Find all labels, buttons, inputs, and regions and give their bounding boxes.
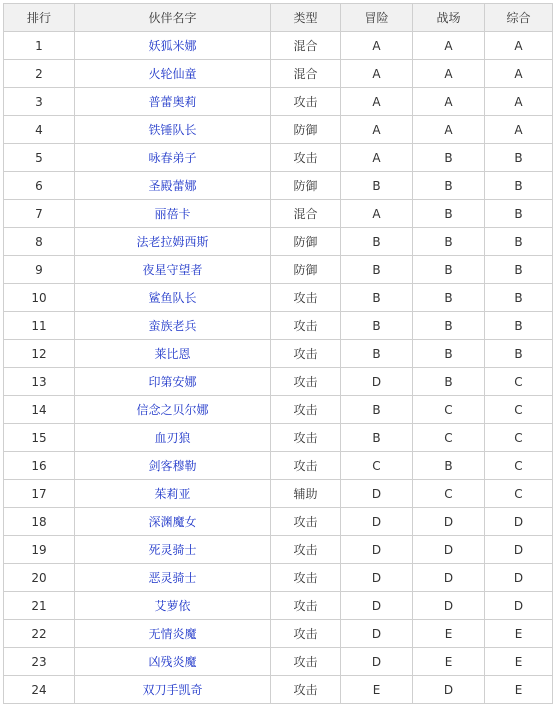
- overall-grade-cell: B: [485, 340, 553, 368]
- table-row: [4, 676, 553, 704]
- partner-name-link[interactable]: 咏春弟子: [148, 151, 197, 165]
- rank-cell: 9: [4, 256, 75, 284]
- overall-grade-cell: E: [485, 676, 553, 704]
- adventure-grade-cell: D: [341, 648, 413, 676]
- battlefield-grade-cell: A: [413, 88, 485, 116]
- overall-grade-cell: D: [485, 564, 553, 592]
- partner-name-cell: [75, 508, 271, 536]
- overall-grade-cell: B: [485, 172, 553, 200]
- adventure-grade-cell: B: [341, 312, 413, 340]
- rank-cell: 24: [4, 676, 75, 704]
- type-cell: 混合: [271, 200, 341, 228]
- adventure-grade-cell: B: [341, 284, 413, 312]
- battlefield-grade-cell: D: [413, 536, 485, 564]
- header-battlefield: 战场: [413, 4, 485, 32]
- adventure-grade-cell: B: [341, 228, 413, 256]
- overall-grade-cell: D: [485, 508, 553, 536]
- table-row: [4, 480, 553, 508]
- type-cell: 攻击: [271, 508, 341, 536]
- type-cell: 攻击: [271, 88, 341, 116]
- partner-name-link[interactable]: 铁锤队长: [148, 123, 197, 137]
- type-cell: 攻击: [271, 564, 341, 592]
- table-row: [4, 620, 553, 648]
- partner-name-cell: [75, 480, 271, 508]
- adventure-grade-cell: B: [341, 340, 413, 368]
- partner-name-cell: [75, 592, 271, 620]
- overall-grade-cell: D: [485, 536, 553, 564]
- type-cell: 攻击: [271, 396, 341, 424]
- rank-cell: 14: [4, 396, 75, 424]
- type-cell: 攻击: [271, 424, 341, 452]
- adventure-grade-cell: A: [341, 200, 413, 228]
- battlefield-grade-cell: E: [413, 648, 485, 676]
- table-row: [4, 144, 553, 172]
- partner-name-link[interactable]: 法老拉姆西斯: [136, 235, 209, 249]
- overall-grade-cell: B: [485, 256, 553, 284]
- adventure-grade-cell: C: [341, 452, 413, 480]
- adventure-grade-cell: B: [341, 424, 413, 452]
- partner-name-cell: [75, 200, 271, 228]
- overall-grade-cell: B: [485, 284, 553, 312]
- table-row: [4, 228, 553, 256]
- overall-grade-cell: A: [485, 32, 553, 60]
- rank-cell: 2: [4, 60, 75, 88]
- table-row: [4, 564, 553, 592]
- partner-name-link[interactable]: 莱比恩: [154, 347, 191, 361]
- partner-name-link[interactable]: 双刀手凯奇: [142, 683, 203, 697]
- rank-cell: 5: [4, 144, 75, 172]
- type-cell: 攻击: [271, 340, 341, 368]
- partner-ranking-table: [3, 3, 553, 704]
- type-cell: 混合: [271, 32, 341, 60]
- overall-grade-cell: B: [485, 200, 553, 228]
- battlefield-grade-cell: A: [413, 32, 485, 60]
- partner-name-cell: [75, 312, 271, 340]
- table-row: [4, 452, 553, 480]
- battlefield-grade-cell: B: [413, 368, 485, 396]
- partner-name-link[interactable]: 夜星守望者: [142, 263, 203, 277]
- type-cell: 攻击: [271, 144, 341, 172]
- adventure-grade-cell: D: [341, 620, 413, 648]
- rank-cell: 13: [4, 368, 75, 396]
- type-cell: 攻击: [271, 452, 341, 480]
- partner-name-cell: [75, 144, 271, 172]
- partner-name-link[interactable]: 剑客穆勒: [148, 459, 197, 473]
- type-cell: 辅助: [271, 480, 341, 508]
- table-row: [4, 396, 553, 424]
- battlefield-grade-cell: C: [413, 396, 485, 424]
- rank-cell: 6: [4, 172, 75, 200]
- rank-cell: 16: [4, 452, 75, 480]
- partner-name-link[interactable]: 印第安娜: [148, 375, 197, 389]
- partner-name-cell: [75, 116, 271, 144]
- table-row: [4, 256, 553, 284]
- partner-name-cell: [75, 396, 271, 424]
- partner-name-link[interactable]: 妖狐米娜: [148, 39, 197, 53]
- adventure-grade-cell: A: [341, 32, 413, 60]
- rank-cell: 18: [4, 508, 75, 536]
- type-cell: 混合: [271, 60, 341, 88]
- partner-name-cell: [75, 620, 271, 648]
- partner-name-cell: [75, 228, 271, 256]
- adventure-grade-cell: D: [341, 368, 413, 396]
- rank-cell: 8: [4, 228, 75, 256]
- table-row: [4, 648, 553, 676]
- type-cell: 防御: [271, 172, 341, 200]
- battlefield-grade-cell: B: [413, 284, 485, 312]
- header-adventure: 冒险: [341, 4, 413, 32]
- adventure-grade-cell: A: [341, 116, 413, 144]
- table-row: [4, 200, 553, 228]
- battlefield-grade-cell: D: [413, 508, 485, 536]
- partner-name-link[interactable]: 鲨鱼队长: [148, 291, 197, 305]
- adventure-grade-cell: A: [341, 88, 413, 116]
- table-row: [4, 312, 553, 340]
- partner-name-link[interactable]: 信念之贝尔娜: [136, 403, 209, 417]
- partner-name-cell: [75, 32, 271, 60]
- partner-name-cell: [75, 88, 271, 116]
- battlefield-grade-cell: D: [413, 564, 485, 592]
- type-cell: 攻击: [271, 620, 341, 648]
- rank-cell: 7: [4, 200, 75, 228]
- table-row: [4, 368, 553, 396]
- rank-cell: 23: [4, 648, 75, 676]
- battlefield-grade-cell: B: [413, 144, 485, 172]
- partner-name-link[interactable]: 圣殿蕾娜: [148, 179, 197, 193]
- partner-name-link[interactable]: 恶灵骑士: [148, 571, 197, 585]
- table-header-row: [4, 4, 553, 32]
- table-body: [4, 32, 553, 704]
- partner-name-link[interactable]: 血刃狼: [154, 431, 191, 445]
- table-row: [4, 340, 553, 368]
- partner-name-link[interactable]: 艾萝依: [154, 599, 191, 613]
- type-cell: 攻击: [271, 536, 341, 564]
- rank-cell: 4: [4, 116, 75, 144]
- partner-name-cell: [75, 284, 271, 312]
- table-row: [4, 592, 553, 620]
- overall-grade-cell: A: [485, 116, 553, 144]
- overall-grade-cell: B: [485, 144, 553, 172]
- type-cell: 攻击: [271, 312, 341, 340]
- partner-name-cell: [75, 424, 271, 452]
- adventure-grade-cell: A: [341, 144, 413, 172]
- adventure-grade-cell: B: [341, 172, 413, 200]
- type-cell: 攻击: [271, 368, 341, 396]
- type-cell: 防御: [271, 256, 341, 284]
- rank-cell: 22: [4, 620, 75, 648]
- rank-cell: 15: [4, 424, 75, 452]
- overall-grade-cell: C: [485, 480, 553, 508]
- battlefield-grade-cell: A: [413, 60, 485, 88]
- overall-grade-cell: B: [485, 312, 553, 340]
- battlefield-grade-cell: B: [413, 340, 485, 368]
- battlefield-grade-cell: B: [413, 172, 485, 200]
- overall-grade-cell: C: [485, 368, 553, 396]
- battlefield-grade-cell: E: [413, 620, 485, 648]
- rank-cell: 17: [4, 480, 75, 508]
- adventure-grade-cell: D: [341, 508, 413, 536]
- partner-name-cell: [75, 648, 271, 676]
- partner-name-link[interactable]: 无情炎魔: [148, 627, 197, 641]
- table-row: [4, 284, 553, 312]
- overall-grade-cell: C: [485, 396, 553, 424]
- header-type: 类型: [271, 4, 341, 32]
- adventure-grade-cell: D: [341, 564, 413, 592]
- partner-name-cell: [75, 536, 271, 564]
- battlefield-grade-cell: D: [413, 592, 485, 620]
- partner-name-link[interactable]: 蛮族老兵: [148, 319, 197, 333]
- battlefield-grade-cell: D: [413, 676, 485, 704]
- type-cell: 攻击: [271, 592, 341, 620]
- header-partner-name: 伙伴名字: [75, 4, 271, 32]
- partner-name-link[interactable]: 死灵骑士: [148, 543, 197, 557]
- rank-cell: 20: [4, 564, 75, 592]
- overall-grade-cell: B: [485, 228, 553, 256]
- rank-cell: 21: [4, 592, 75, 620]
- table-row: [4, 60, 553, 88]
- header-overall: 综合: [485, 4, 553, 32]
- adventure-grade-cell: D: [341, 536, 413, 564]
- partner-name-cell: [75, 172, 271, 200]
- overall-grade-cell: E: [485, 620, 553, 648]
- overall-grade-cell: A: [485, 88, 553, 116]
- partner-name-cell: [75, 256, 271, 284]
- battlefield-grade-cell: B: [413, 200, 485, 228]
- table-row: [4, 88, 553, 116]
- header-rank: 排行: [4, 4, 75, 32]
- overall-grade-cell: A: [485, 60, 553, 88]
- type-cell: 防御: [271, 228, 341, 256]
- overall-grade-cell: C: [485, 424, 553, 452]
- partner-name-link[interactable]: 火轮仙童: [148, 67, 197, 81]
- type-cell: 攻击: [271, 676, 341, 704]
- table-row: [4, 116, 553, 144]
- rank-cell: 3: [4, 88, 75, 116]
- type-cell: 攻击: [271, 284, 341, 312]
- type-cell: 防御: [271, 116, 341, 144]
- partner-name-cell: [75, 368, 271, 396]
- battlefield-grade-cell: C: [413, 424, 485, 452]
- partner-name-cell: [75, 340, 271, 368]
- adventure-grade-cell: E: [341, 676, 413, 704]
- partner-name-cell: [75, 676, 271, 704]
- rank-cell: 11: [4, 312, 75, 340]
- table-row: [4, 508, 553, 536]
- partner-name-cell: [75, 452, 271, 480]
- adventure-grade-cell: D: [341, 480, 413, 508]
- adventure-grade-cell: D: [341, 592, 413, 620]
- adventure-grade-cell: B: [341, 256, 413, 284]
- partner-name-link[interactable]: 凶残炎魔: [148, 655, 197, 669]
- rank-cell: 10: [4, 284, 75, 312]
- type-cell: 攻击: [271, 648, 341, 676]
- rank-cell: 1: [4, 32, 75, 60]
- table-row: [4, 536, 553, 564]
- table-row: [4, 172, 553, 200]
- overall-grade-cell: C: [485, 452, 553, 480]
- battlefield-grade-cell: B: [413, 256, 485, 284]
- battlefield-grade-cell: B: [413, 452, 485, 480]
- battlefield-grade-cell: C: [413, 480, 485, 508]
- partner-name-cell: [75, 60, 271, 88]
- table-row: [4, 424, 553, 452]
- adventure-grade-cell: B: [341, 396, 413, 424]
- battlefield-grade-cell: A: [413, 116, 485, 144]
- partner-name-link[interactable]: 普蕾奥莉: [148, 95, 197, 109]
- adventure-grade-cell: A: [341, 60, 413, 88]
- overall-grade-cell: D: [485, 592, 553, 620]
- rank-cell: 12: [4, 340, 75, 368]
- battlefield-grade-cell: B: [413, 228, 485, 256]
- partner-name-cell: [75, 564, 271, 592]
- partner-name-link[interactable]: 深渊魔女: [148, 515, 197, 529]
- overall-grade-cell: E: [485, 648, 553, 676]
- partner-name-link[interactable]: 丽蓓卡: [154, 207, 191, 221]
- battlefield-grade-cell: B: [413, 312, 485, 340]
- partner-name-link[interactable]: 茱莉亚: [154, 487, 191, 501]
- rank-cell: 19: [4, 536, 75, 564]
- table-row: [4, 32, 553, 60]
